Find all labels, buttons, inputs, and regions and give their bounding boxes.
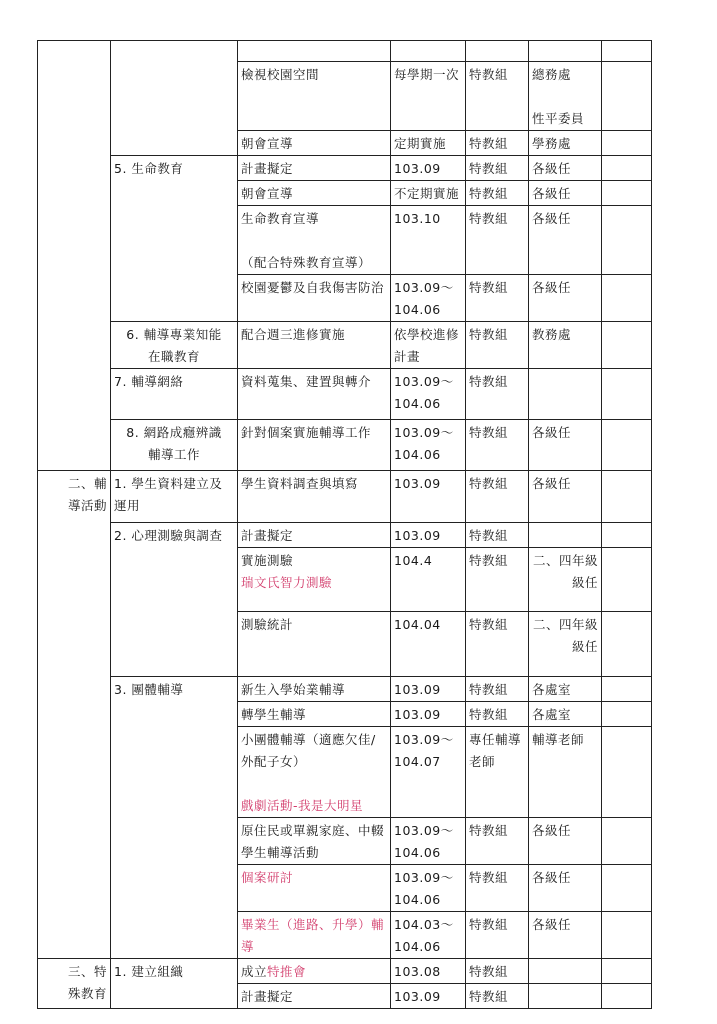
owner-cell: 特教組	[466, 420, 529, 471]
content-cell: 原住民或單親家庭、中輟 學生輔導活動	[238, 818, 391, 865]
note-cell	[602, 156, 652, 181]
partner-cell: 各級任	[529, 420, 602, 471]
content-cell: 朝會宣導	[238, 181, 391, 206]
time-cell: 103.09	[391, 984, 466, 1009]
time-cell: 104.03～ 104.06	[391, 912, 466, 959]
content-cell	[238, 959, 391, 984]
time-cell: 103.09～ 104.06	[391, 865, 466, 912]
table-row	[38, 369, 652, 420]
time-cell: 依學校進修 計畫	[391, 322, 466, 369]
partner-cell: 各級任	[529, 912, 602, 959]
note-cell	[602, 275, 652, 322]
content-highlight: 特推會	[267, 964, 307, 979]
content-text: 成立	[241, 964, 268, 979]
note-cell	[602, 912, 652, 959]
partner-cell	[529, 369, 602, 420]
owner-cell: 特教組	[466, 369, 529, 420]
partner-cell: 輔導老師	[529, 727, 602, 818]
content-cell: 資料蒐集、建置與轉介	[238, 369, 391, 420]
note-cell	[602, 523, 652, 548]
item-cell: 6. 輔導專業知能 在職教育	[111, 322, 238, 369]
item-cell: 3. 團體輔導	[111, 677, 238, 959]
time-cell: 103.09	[391, 702, 466, 727]
note-cell	[602, 181, 652, 206]
partner-cell: 總務處 性平委員	[529, 62, 602, 131]
item-cell: 8. 網路成癮辨識 輔導工作	[111, 420, 238, 471]
table-row	[38, 523, 652, 548]
time-cell: 104.04	[391, 612, 466, 677]
content-cell: 朝會宣導	[238, 131, 391, 156]
content-cell: 學生資料調查與填寫	[238, 471, 391, 523]
item-cell	[111, 41, 238, 156]
owner-cell: 特教組	[466, 62, 529, 131]
owner-cell: 特教組	[466, 206, 529, 275]
owner-cell: 特教組	[466, 818, 529, 865]
partner-cell	[529, 41, 602, 62]
note-cell	[602, 131, 652, 156]
partner-cell: 二、四年級 級任	[529, 548, 602, 612]
note-cell	[602, 865, 652, 912]
partner-cell	[529, 959, 602, 984]
time-cell: 103.08	[391, 959, 466, 984]
time-cell: 103.09～ 104.07	[391, 727, 466, 818]
content-cell: 針對個案實施輔導工作	[238, 420, 391, 471]
area-cell	[38, 41, 111, 471]
owner-cell: 專任輔導 老師	[466, 727, 529, 818]
note-cell	[602, 818, 652, 865]
owner-cell: 特教組	[466, 275, 529, 322]
note-cell	[602, 702, 652, 727]
content-cell: 生命教育宣導 （配合特殊教育宣導）	[238, 206, 391, 275]
owner-cell: 特教組	[466, 702, 529, 727]
content-text: 實施測驗	[241, 553, 294, 568]
note-cell	[602, 322, 652, 369]
owner-cell: 特教組	[466, 156, 529, 181]
content-cell: 計畫擬定	[238, 156, 391, 181]
owner-cell: 特教組	[466, 865, 529, 912]
note-cell	[602, 677, 652, 702]
table-row	[38, 41, 652, 62]
item-cell: 2. 心理測驗與調查	[111, 523, 238, 677]
table-row	[38, 471, 652, 523]
time-cell: 103.09～ 104.06	[391, 369, 466, 420]
note-cell	[602, 727, 652, 818]
time-cell	[391, 41, 466, 62]
content-cell: 計畫擬定	[238, 984, 391, 1009]
owner-cell	[466, 41, 529, 62]
note-cell	[602, 420, 652, 471]
partner-cell: 各級任	[529, 865, 602, 912]
content-highlight: 戲劇活動-我是大明星	[241, 798, 364, 813]
content-cell: 計畫擬定	[238, 523, 391, 548]
time-cell: 103.09～ 104.06	[391, 420, 466, 471]
content-cell: 檢視校園空間	[238, 62, 391, 131]
time-cell: 定期實施	[391, 131, 466, 156]
content-cell: 配合週三進修實施	[238, 322, 391, 369]
note-cell	[602, 984, 652, 1009]
partner-cell	[529, 984, 602, 1009]
item-cell: 1. 學生資料建立及 運用	[111, 471, 238, 523]
content-cell	[238, 548, 391, 612]
time-cell: 103.09	[391, 523, 466, 548]
content-cell	[238, 727, 391, 818]
time-cell: 每學期一次	[391, 62, 466, 131]
time-cell: 103.09～ 104.06	[391, 275, 466, 322]
content-cell: 校園憂鬱及自我傷害防治	[238, 275, 391, 322]
content-cell: 測驗統計	[238, 612, 391, 677]
content-cell: 個案研討	[238, 865, 391, 912]
note-cell	[602, 471, 652, 523]
partner-cell: 教務處	[529, 322, 602, 369]
time-cell: 104.4	[391, 548, 466, 612]
partner-cell: 各級任	[529, 156, 602, 181]
owner-cell: 特教組	[466, 959, 529, 984]
item-cell: 1. 建立組織	[111, 959, 238, 1009]
partner-cell: 各級任	[529, 181, 602, 206]
area-cell: 二、輔 導活動	[38, 471, 111, 959]
note-cell	[602, 369, 652, 420]
partner-cell: 二、四年級 級任	[529, 612, 602, 677]
table-row	[38, 677, 652, 702]
note-cell	[602, 206, 652, 275]
item-cell: 7. 輔導網絡	[111, 369, 238, 420]
table-row	[38, 959, 652, 984]
time-cell: 不定期實施	[391, 181, 466, 206]
plan-table	[37, 40, 652, 1009]
time-cell: 103.09	[391, 471, 466, 523]
area-cell: 三、特 殊教育	[38, 959, 111, 1009]
table-row	[38, 322, 652, 369]
time-cell: 103.09	[391, 156, 466, 181]
time-cell: 103.10	[391, 206, 466, 275]
content-highlight: 瑞文氏智力測驗	[241, 575, 333, 590]
time-cell: 103.09～ 104.06	[391, 818, 466, 865]
note-cell	[602, 959, 652, 984]
partner-cell: 各級任	[529, 275, 602, 322]
note-cell	[602, 62, 652, 131]
owner-cell: 特教組	[466, 612, 529, 677]
partner-cell: 學務處	[529, 131, 602, 156]
partner-cell: 各級任	[529, 471, 602, 523]
partner-cell: 各處室	[529, 702, 602, 727]
owner-cell: 特教組	[466, 322, 529, 369]
content-cell: 轉學生輔導	[238, 702, 391, 727]
content-text: 小團體輔導（適應欠佳/ 外配子女）	[241, 732, 376, 769]
owner-cell: 特教組	[466, 471, 529, 523]
owner-cell: 特教組	[466, 984, 529, 1009]
owner-cell: 特教組	[466, 677, 529, 702]
note-cell	[602, 41, 652, 62]
content-cell: 新生入學始業輔導	[238, 677, 391, 702]
note-cell	[602, 612, 652, 677]
partner-cell: 各級任	[529, 206, 602, 275]
owner-cell: 特教組	[466, 181, 529, 206]
owner-cell: 特教組	[466, 523, 529, 548]
time-cell: 103.09	[391, 677, 466, 702]
owner-cell: 特教組	[466, 131, 529, 156]
partner-cell	[529, 523, 602, 548]
table-row	[38, 156, 652, 181]
partner-cell: 各處室	[529, 677, 602, 702]
note-cell	[602, 548, 652, 612]
table-row	[38, 420, 652, 471]
item-cell: 5. 生命教育	[111, 156, 238, 322]
content-cell	[238, 41, 391, 62]
content-cell: 畢業生（進路、升學）輔 導	[238, 912, 391, 959]
owner-cell: 特教組	[466, 912, 529, 959]
owner-cell: 特教組	[466, 548, 529, 612]
partner-cell: 各級任	[529, 818, 602, 865]
